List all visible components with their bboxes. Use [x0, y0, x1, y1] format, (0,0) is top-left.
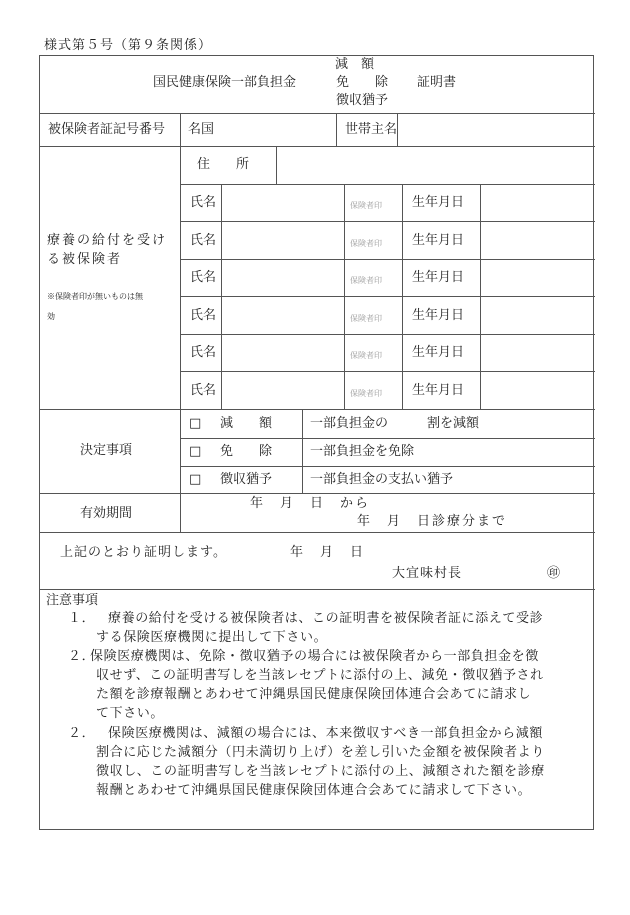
divider	[40, 113, 595, 114]
issuer-name: 大宜味村長	[392, 566, 463, 581]
checkbox-icon: □	[189, 472, 202, 487]
divider	[40, 532, 595, 533]
decision-option-name: 徴収猶予	[220, 472, 273, 487]
notes-heading: 注意事項	[46, 593, 99, 608]
note-line: て下さい。	[96, 706, 165, 721]
name-label: 氏名	[190, 345, 217, 360]
divider	[180, 259, 595, 260]
note-line: 保険医療機関は、免除・徴収猶予の場合には被保険者から一部負担金を徴	[90, 649, 539, 664]
note-number: １．	[68, 611, 96, 626]
note-line: する保険医療機関に提出して下さい。	[96, 630, 328, 645]
decision-label: 決定事項	[80, 443, 133, 458]
note-number: ２．	[68, 726, 96, 741]
divider	[336, 113, 337, 146]
insured-number-label: 被保険者証記号番号	[48, 122, 166, 137]
birthdate-label: 生年月日	[412, 345, 465, 360]
title-prefix: 国民健康保険一部負担金	[153, 75, 297, 90]
birthdate-label: 生年月日	[412, 270, 465, 285]
recipients-label-line2: る被保険者	[47, 252, 123, 267]
birthdate-label: 生年月日	[412, 233, 465, 248]
note-line: 療養の給付を受ける被保険者は、この証明書を被保険者証に添えて受診	[108, 611, 544, 626]
note-number: ２．	[68, 649, 96, 664]
note-line: 徴収し、この証明書写しを当該レセプトに添付の上、減額された額を診療	[96, 764, 545, 779]
divider	[40, 493, 595, 494]
divider	[402, 184, 403, 409]
validity-from: 年 月 日 から	[250, 496, 371, 511]
certification-date: 年 月 日	[290, 545, 366, 560]
divider	[180, 296, 595, 297]
divider	[40, 589, 595, 590]
divider	[180, 466, 595, 467]
note-line: 収せず、この証明書写しを当該レセプトに添付の上、減免・徴収猶予され	[96, 668, 544, 683]
certification-statement: 上記のとおり証明します。	[60, 545, 227, 560]
decision-option-description: 一部負担金を免除	[310, 444, 415, 459]
divider	[397, 113, 398, 146]
note-line: 割合に応じた減額分（円未満切り上げ）を差し引いた金額を被保険者より	[96, 745, 545, 760]
title-suffix: 証明書	[417, 75, 457, 90]
checkbox-icon: □	[189, 416, 202, 431]
note-item	[68, 724, 588, 802]
seal-label: 保険者印	[350, 201, 382, 210]
decision-option-name: 免 除	[220, 444, 273, 459]
official-seal: ㊞	[547, 566, 561, 581]
name-label: 氏名	[190, 270, 217, 285]
divider	[180, 113, 181, 533]
divider	[180, 184, 595, 185]
validity-to: 年 月 日診療分まで	[357, 514, 508, 529]
note-line: 保険医療機関は、減額の場合には、本来徴収すべき一部負担金から減額	[108, 726, 543, 741]
form-number: 様式第５号（第９条関係）	[44, 38, 213, 53]
name-label: 氏名	[190, 308, 217, 323]
divider	[480, 184, 481, 409]
divider	[40, 146, 595, 147]
certificate-form	[39, 55, 594, 830]
divider	[302, 409, 303, 493]
insured-number-value: 名国	[188, 122, 215, 137]
divider	[180, 221, 595, 222]
recipients-label-line1: 療養の給付を受け	[47, 233, 168, 248]
address-label: 住 所	[197, 157, 250, 172]
title-option-reduction: 減 額	[335, 57, 375, 72]
decision-option-description: 一部負担金の支払い猶予	[310, 472, 454, 487]
divider	[276, 146, 277, 184]
decision-option-description: 一部負担金の 割を減額	[310, 416, 480, 431]
seal-label: 保険者印	[350, 351, 382, 360]
householder-label: 世帯主名	[345, 122, 398, 137]
title-option-deferral: 徴収猶予	[336, 93, 389, 108]
divider	[180, 334, 595, 335]
birthdate-label: 生年月日	[412, 308, 465, 323]
decision-option-name: 減 額	[220, 416, 273, 431]
note-line: た額を診療報酬とあわせて沖縄県国民健康保険団体連合会あてに請求し	[96, 687, 532, 702]
seal-label: 保険者印	[350, 276, 382, 285]
seal-label: 保険者印	[350, 389, 382, 398]
recipients-note-line1: ※保険者印が無いものは無	[47, 292, 143, 301]
divider	[344, 184, 345, 409]
birthdate-label: 生年月日	[412, 195, 465, 210]
name-label: 氏名	[190, 233, 217, 248]
recipients-note-line2: 効	[47, 312, 55, 321]
name-label: 氏名	[190, 195, 217, 210]
seal-label: 保険者印	[350, 314, 382, 323]
divider	[221, 184, 222, 409]
note-item	[68, 609, 588, 649]
birthdate-label: 生年月日	[412, 383, 465, 398]
seal-label: 保険者印	[350, 239, 382, 248]
divider	[180, 438, 595, 439]
checkbox-icon: □	[189, 444, 202, 459]
name-label: 氏名	[190, 383, 217, 398]
note-item	[68, 647, 588, 725]
title-option-exemption: 免 除	[336, 75, 389, 90]
validity-label: 有効期間	[80, 506, 133, 521]
divider	[40, 409, 595, 410]
note-line: 報酬とあわせて沖縄県国民健康保険団体連合会あてに請求して下さい。	[96, 783, 532, 798]
divider	[180, 371, 595, 372]
